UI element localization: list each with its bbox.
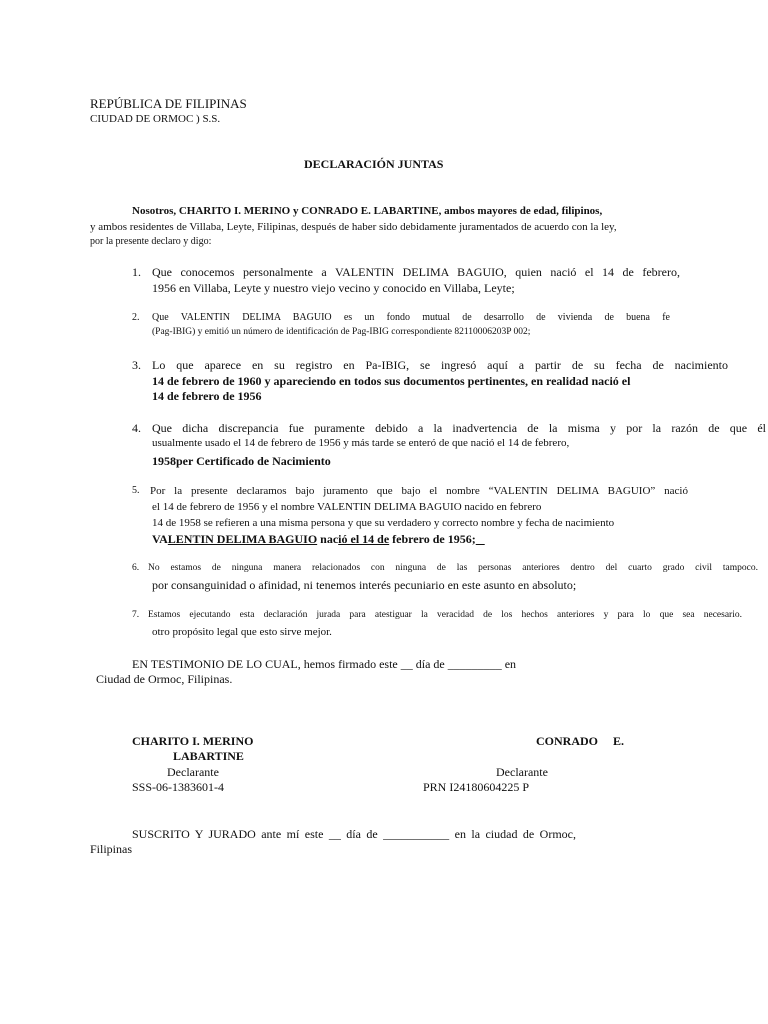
item-4-line-3: 1958per Certificado de Nacimiento	[152, 454, 331, 468]
intro-line-3: por la presente declaro y digo:	[90, 236, 212, 247]
item-5-line-2: el 14 de febrero de 1956 y el nombre VALENTIN DELIMA BAGUIO nacido en febrero	[152, 501, 542, 513]
item-3-number: 3.	[132, 358, 141, 372]
signatory-left-name: CHARITO I. MERINO	[132, 734, 254, 748]
item-5-number: 5.	[132, 485, 140, 496]
intro-line-2: y ambos residentes de Villaba, Leyte, Filipinas, después de haber sido debidamente juramentados de acuerdo con la ley,	[90, 221, 617, 233]
item-3-line-3: 14 de febrero de 1956	[152, 389, 262, 403]
item-7-number: 7.	[132, 610, 140, 620]
item-1-number: 1.	[132, 265, 141, 279]
item-7-line-1: Estamos ejecutando esta declaración jurada para atestiguar la veracidad de los hechos anteriores y para lo que sea necesario.	[148, 610, 742, 620]
intro-line-1: Nosotros, CHARITO I. MERINO y CONRADO E. LABARTINE, ambos mayores de edad, filipinos,	[132, 205, 603, 217]
signatory-right-name: CONRADO E.	[536, 734, 625, 748]
item-5-final-line: VALENTIN DELIMA BAGUIO nació el 14 de febrero de 1956;	[152, 532, 476, 546]
item-6-number: 6.	[132, 563, 140, 573]
city-heading: CIUDAD DE ORMOC ) S.S.	[90, 113, 221, 125]
item-2-line-2: (Pag-IBIG) y emitió un número de identificación de Pag-IBIG correspondiente 82110006203P 002;	[152, 327, 531, 337]
signatory-right-role: Declarante	[496, 765, 548, 779]
jurat-line-1: SUSCRITO Y JURADO ante mí este __ día de ___________ en la ciudad de Ormoc,	[132, 827, 576, 841]
signatory-left-role: Declarante	[167, 765, 219, 779]
republic-heading: REPÚBLICA DE FILIPINAS	[90, 96, 247, 111]
item-5-line-3: 14 de 1958 se refieren a una misma persona y que su verdadero y correcto nombre y fecha de nacimiento	[152, 517, 615, 529]
item-4-line-1: Que dicha discrepancia fue puramente debido a la inadvertencia de la misma y por la razón de que él	[152, 421, 766, 435]
signatory-right-id: PRN I24180604225 P	[423, 780, 530, 794]
document-title: DECLARACIÓN JUNTAS	[304, 157, 444, 171]
item-4-number: 4.	[132, 421, 141, 435]
item-5-line-1: Por la presente declaramos bajo juramento que bajo el nombre “VALENTIN DELIMA BAGUIO” nació	[150, 485, 688, 497]
testimony-line-2: Ciudad de Ormoc, Filipinas.	[96, 672, 233, 686]
item-2-number: 2.	[132, 312, 140, 323]
item-4-line-2: usualmente usado el 14 de febrero de 1956 y más tarde se enteró de que nació el 14 de febrero,	[152, 437, 570, 449]
item-1-line-1: Que conocemos personalmente a VALENTIN DELIMA BAGUIO, quien nació el 14 de febrero,	[152, 265, 680, 279]
item-3-line-2: 14 de febrero de 1960 y apareciendo en todos sus documentos pertinentes, en realidad nació el	[152, 374, 631, 388]
signatory-left-name-continued: LABARTINE	[173, 749, 244, 763]
testimony-line-1: EN TESTIMONIO DE LO CUAL, hemos firmado este __ día de _________ en	[132, 657, 517, 671]
jurat-line-2: Filipinas	[90, 842, 133, 856]
item-2-line-1: Que VALENTIN DELIMA BAGUIO es un fondo mutual de desarrollo de vivienda de buena fe	[152, 312, 670, 323]
signatory-left-id: SSS-06-1383601-4	[132, 780, 225, 794]
item-6-line-2: por consanguinidad o afinidad, ni tenemos interés pecuniario en este asunto en absoluto;	[152, 578, 577, 592]
item-1-line-2: 1956 en Villaba, Leyte y nuestro viejo vecino y conocido en Villaba, Leyte;	[152, 281, 515, 295]
item-3-line-1: Lo que aparece en su registro en Pa-IBIG, se ingresó aquí a partir de su fecha de nacimiento	[152, 358, 728, 372]
item-7-line-2: otro propósito legal que esto sirve mejor.	[152, 626, 332, 638]
item-6-line-1: No estamos de ninguna manera relacionados con ninguna de las personas anteriores dentro del cuarto grado civil tampoco.	[148, 563, 758, 573]
